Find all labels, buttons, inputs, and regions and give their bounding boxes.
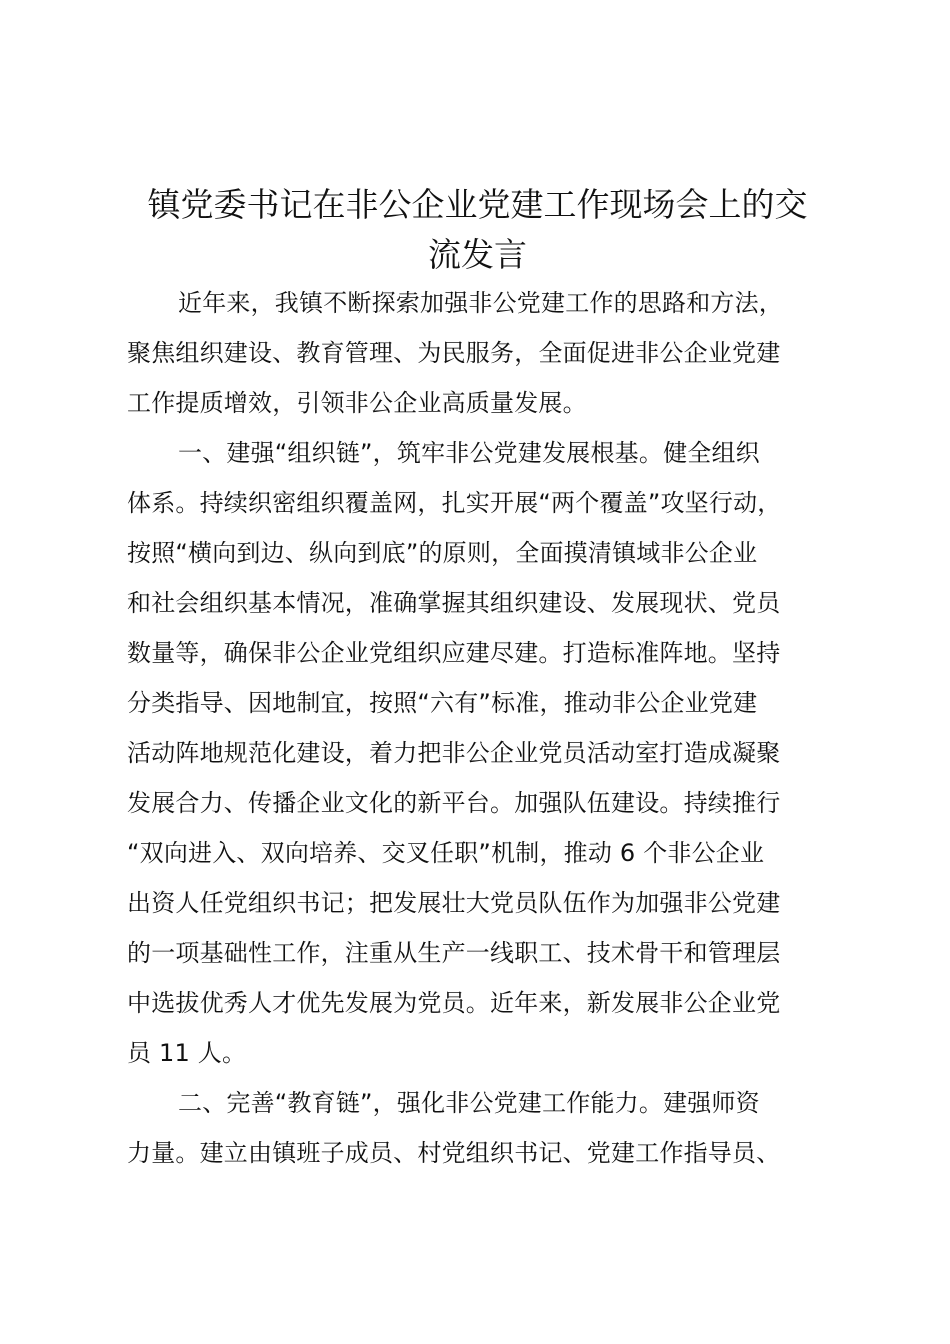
paragraph-2-line-13: 员 11 人。 xyxy=(127,1039,247,1067)
paragraph-2-line-5: 数量等，确保非公企业党组织应建尽建。打造标准阵地。坚持 xyxy=(127,639,781,667)
paragraph-2-line-2: 体系。持续织密组织覆盖网，扎实开展“两个覆盖”攻坚行动， xyxy=(127,489,782,517)
paragraph-1-line-3: 工作提质增效，引领非公企业高质量发展。 xyxy=(127,389,587,417)
paragraph-2-line-11: 的一项基础性工作，注重从生产一线职工、技术骨干和管理层 xyxy=(127,939,781,967)
paragraph-2-line-8: 发展合力、传播企业文化的新平台。加强队伍建设。持续推行 xyxy=(127,789,781,817)
paragraph-2-line-12: 中选拔优秀人才优先发展为党员。近年来，新发展非公企业党 xyxy=(127,989,781,1017)
paragraph-2-line-7: 活动阵地规范化建设，着力把非公企业党员活动室打造成凝聚 xyxy=(127,739,781,767)
paragraph-2-line-9: “双向进入、双向培养、交叉任职”机制，推动 6 个非公企业 xyxy=(127,839,765,867)
paragraph-2-line-6: 分类指导、因地制宜，按照“六有”标准，推动非公企业党建 xyxy=(127,689,758,717)
paragraph-3-line-2: 力量。建立由镇班子成员、村党组织书记、党建工作指导员、 xyxy=(127,1139,781,1167)
paragraph-2-line-1: 一、建强“组织链”，筑牢非公党建发展根基。健全组织 xyxy=(178,439,760,467)
paragraph-2-line-4: 和社会组织基本情况，准确掌握其组织建设、发展现状、党员 xyxy=(127,589,781,617)
document-title xyxy=(110,180,845,280)
title-line-2: 流发言 xyxy=(428,235,527,274)
paragraph-1-line-1: 近年来，我镇不断探索加强非公党建工作的思路和方法， xyxy=(178,289,783,317)
title-line-1: 镇党委书记在非公企业党建工作现场会上的交 xyxy=(147,185,808,224)
paragraph-3-line-1: 二、完善“教育链”，强化非公党建工作能力。建强师资 xyxy=(178,1089,760,1117)
paragraph-2-line-10: 出资人任党组织书记；把发展壮大党员队伍作为加强非公党建 xyxy=(127,889,781,917)
paragraph-1-line-2: 聚焦组织建设、教育管理、为民服务，全面促进非公企业党建 xyxy=(127,339,781,367)
paragraph-2-line-3: 按照“横向到边、纵向到底”的原则，全面摸清镇域非公企业 xyxy=(127,539,758,567)
